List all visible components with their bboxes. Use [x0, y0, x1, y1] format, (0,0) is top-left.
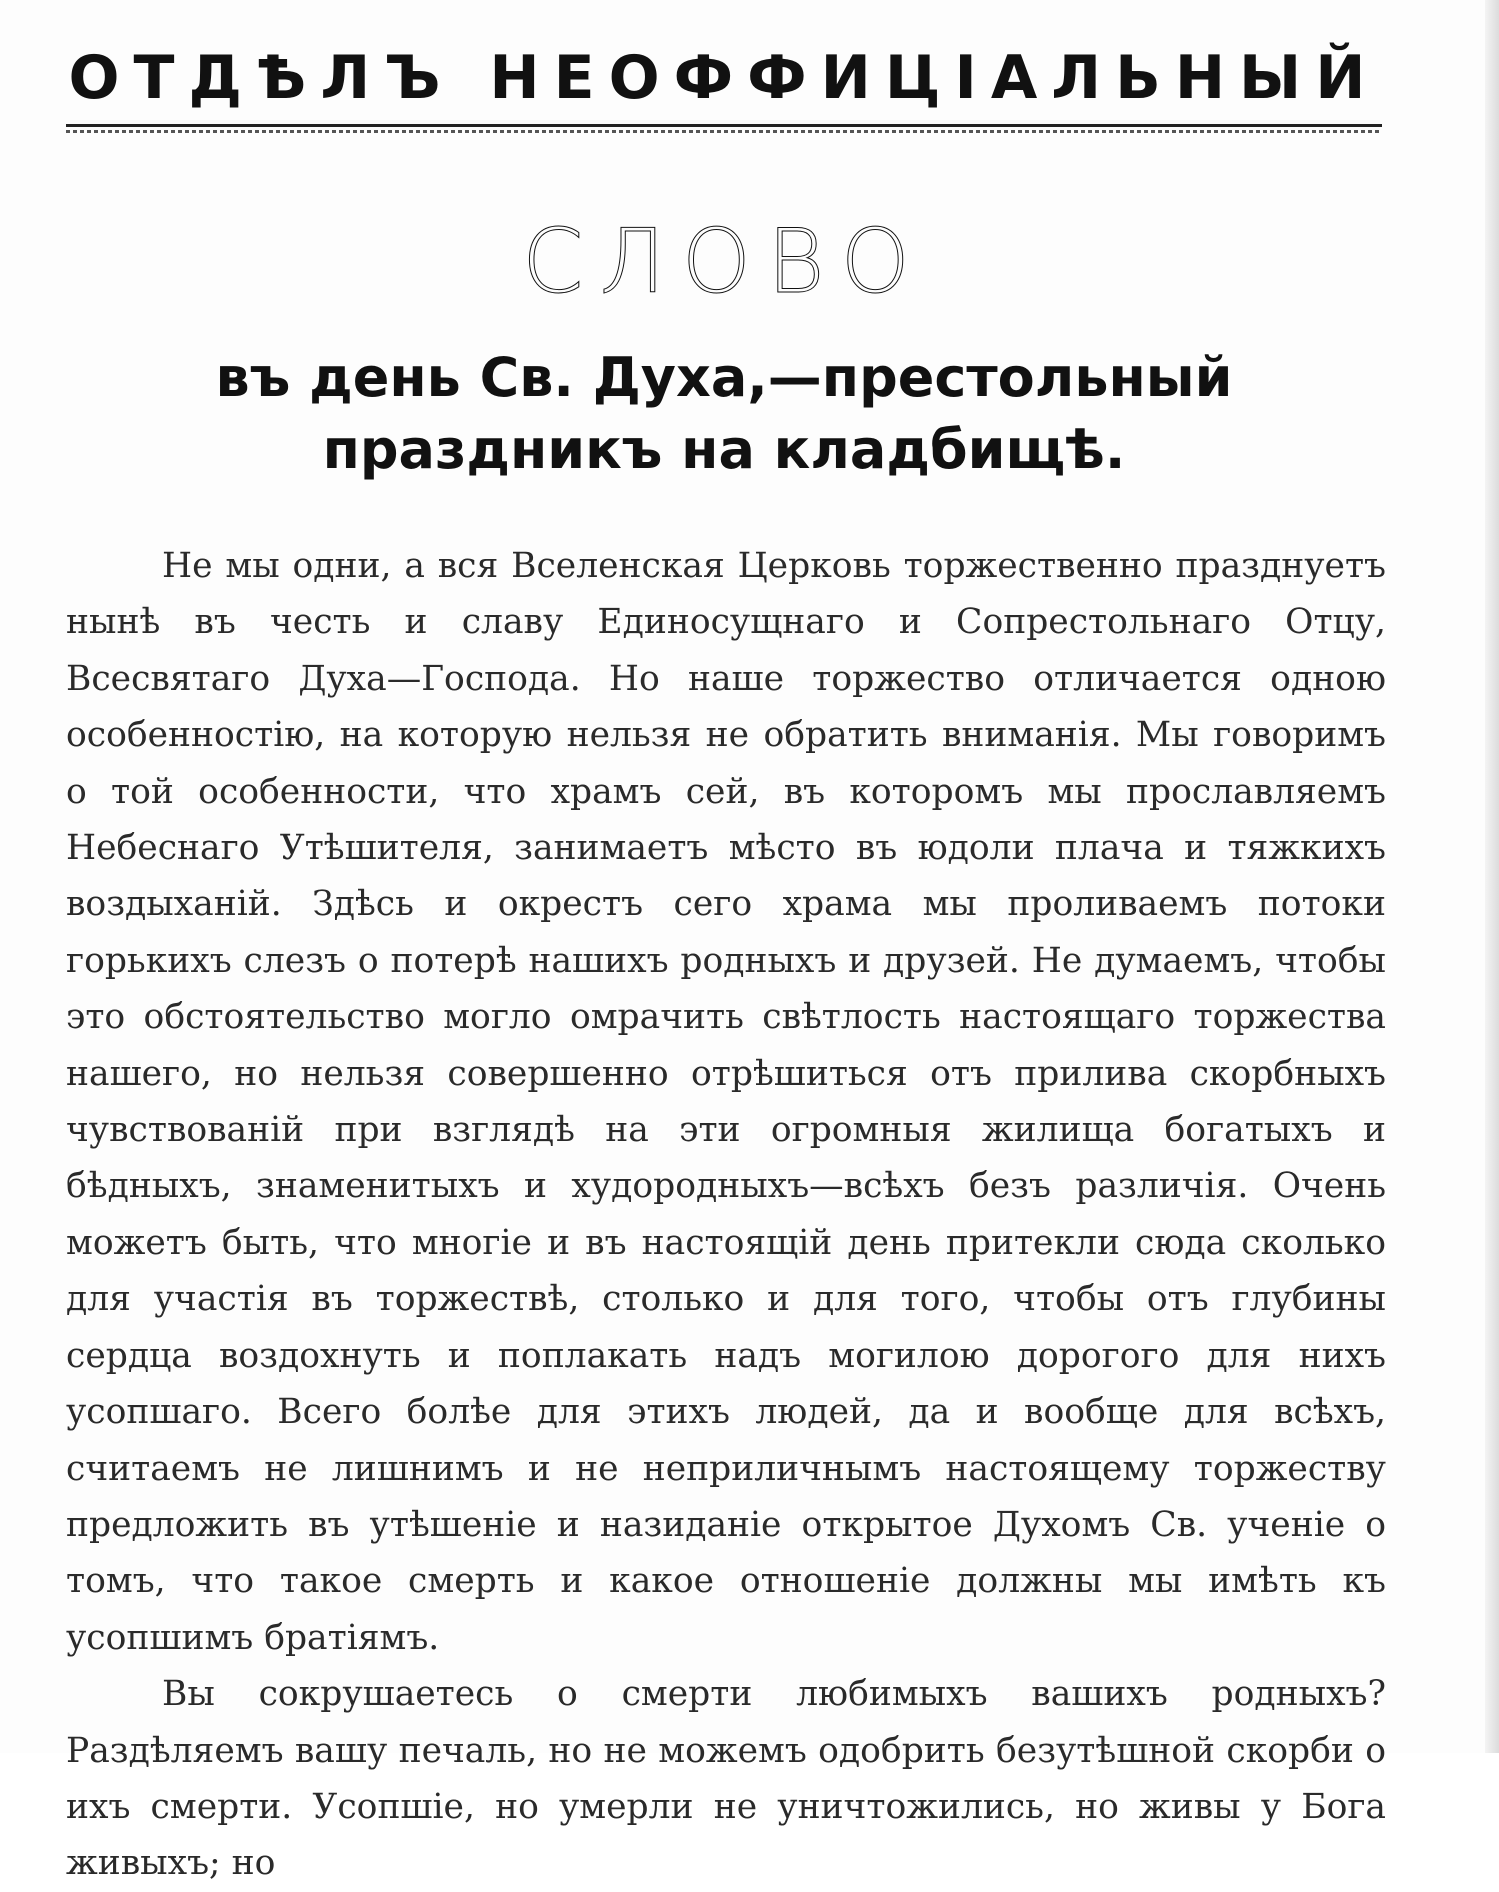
body-paragraph-1: Не мы одни, а вся Вселенская Церковь торжественно празднуетъ нынѣ въ честь и славу Единосущнаго и Сопрестольнаго Отцу, Всесвятаго Духа—Господа. Но наше торжество отличается одною особенностію, на которую нельзя не обратить вниманія. Мы говоримъ о той особенности, что храмъ сей, въ которомъ мы прославляемъ Небеснаго Утѣшителя, занимаетъ мѣсто въ юдоли плача и тяжкихъ воздыханій. Здѣсь и окрестъ сего храма мы проливаемъ потоки горькихъ слезъ о потерѣ нашихъ родныхъ и друзей. Не думаемъ, чтобы это обстоятельство могло омрачить свѣтлость настоящаго торжества нашего, но нельзя совершенно отрѣшиться отъ прилива скорбныхъ чувствованій при взглядѣ на эти огромныя жилища богатыхъ и бѣдныхъ, знаменитыхъ и худородныхъ—всѣхъ безъ различія. Очень можетъ быть, что многіе и въ настоящій день притекли сюда сколько для участія въ торжествѣ, столько и для того, чтобы отъ глубины сердца воздохнуть и поплакать надъ могилою дорогого для нихъ усопшаго. Всего болѣе для этихъ людей, да и вообще для всѣхъ, считаемъ не лишнимъ и не неприличнымъ настоящему торжеству предложить въ утѣшеніе и назиданіе открытое Духомъ Св. ученіе о томъ, что такое смерть и какое отношеніе должны мы имѣть къ усопшимъ братіямъ. — [66, 546, 1386, 1658]
header-divider — [66, 124, 1382, 136]
section-title: ОТДѢЛЪ НЕОФФИЦІАЛЬНЫЙ — [68, 43, 1380, 113]
header-divider-ornament-line — [66, 130, 1382, 133]
page-edge-shadow — [1485, 0, 1499, 1753]
header-divider-thick-line — [66, 124, 1382, 127]
sermon-subtitle: въ день Св. Духа,—престольный праздникъ на кладбищѣ. — [215, 346, 1233, 481]
sermon-title: СЛОВО — [522, 210, 926, 313]
body-paragraph-2: Вы сокрушаетесь о смерти любимыхъ вашихъ родныхъ? Раздѣляемъ вашу печаль, но не можемъ одобрить безутѣшной скорби о ихъ смерти. Усопшіе, но умерли не уничтожились, но живы у Бога живыхъ; но — [66, 1674, 1386, 1884]
sermon-body — [66, 538, 1386, 1892]
